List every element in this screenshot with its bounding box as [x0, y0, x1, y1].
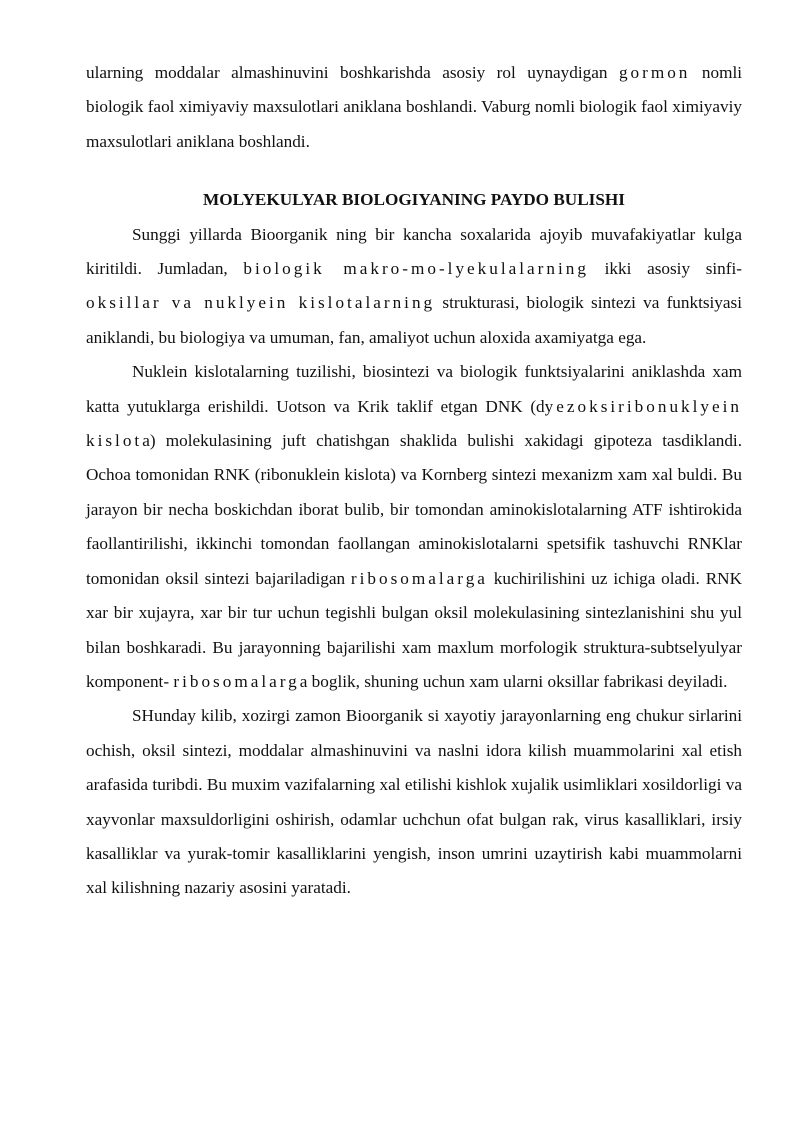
spaced-term: ribosomalarg [173, 671, 300, 691]
text-run: ularning moddalar almashinuvini boshkarishda asosiy rol uynaydigan [86, 63, 619, 82]
spaced-term: ribosomalarga [350, 568, 488, 588]
text-run: a) molekulasining juft chatishgan shaklida bulishi xakidagi gipoteza tasdiklandi. Ochoa tomonidan RNK (ribonuklein kislota) va Kornberg sintezi mexanizm xam xal buldi. Bu jarayon bir necha boskichdan iborat bulib, bir tomondan aminokislotalarning ATF ishtirokida faollantirilishi, ikkinchi tomondan faollangan aminokislotalarni spetsifik tashuvchi RNKlar tomonidan oksil sintezi bajariladigan [86, 431, 742, 588]
spaced-term: yezoksiribonuklyein kislot [86, 396, 742, 451]
text-run: nomli biologik faol ximiyaviy maxsulotlari aniklana boshlandi. Vaburg nomli biologik faol ximiyaviy maxsulotlari aniklana boshlandi. [86, 63, 743, 151]
text-run: ikki asosiy sinfi- [588, 259, 742, 279]
text-run: Sunggi yillarda Bioorganik ning bir kancha soxalarida ajoyib muvafakiyatlar kulga kiritildi. Jumladan, [86, 224, 742, 279]
spaced-term: gormon [618, 63, 691, 82]
paragraph-intro [86, 56, 742, 159]
section-heading: MOLYEKULYAR BIOLOGIYANING PAYDO BULISHI [202, 190, 625, 210]
paragraph-macromolecules [86, 218, 742, 356]
text-run: a boglik, shuning uchun xam ularni oksillar fabrikasi deyiladi. [299, 671, 728, 691]
paragraph-conclusion [86, 699, 742, 905]
paragraph-nucleic-acids [86, 355, 742, 699]
spaced-term: oksillar va nuklyein kislotalarning [86, 293, 436, 313]
text-run: strukturasi, biologik sintezi va funktsiyasi aniklandi, bu biologiya va umuman, fan, amaliyot uchun aloxida axamiyatga ega. [86, 293, 742, 347]
text-run: kuchirilishini uz ichiga oladi. RNK xar bir xujayra, xar bir tur uchun tegishli bulgan oksil molekulasining sintezlanishini shu yul bilan boshkaradi. Bu jarayonning bajarilishi xam maxlum morfologik struktura-subtselyulyar komponent- [86, 568, 742, 691]
spaced-term: biologik makro-mo-lyekulalarning [243, 259, 589, 279]
text-run: SHunday kilib, xozirgi zamon Bioorganik si xayotiy jarayonlarning eng chukur sirlarini ochish, oksil sintezi, moddalar almashinuvini va naslni idora kilish muammolarini xal etish arafasida turibdi. Bu muxim vazifalarning xal etilishi kishlok xujalik usimliklari xosildorligi va xayvonlar maxsuldorligini oshirish, odamlar uchchun ofat bulgan rak, virus kasalliklari, irsiy kasalliklar va yurak-tomir kasalliklarini yengish, inson umrini uzaytirish kabi muammolarni xal kilishning nazariy asosini yaratadi. [86, 706, 742, 898]
document-page [86, 56, 742, 906]
text-run: Nuklein kislotalarning tuzilishi, biosintezi va biologik funktsiyalarini aniklashda xam katta yutuklarga erishildi. Uotson va Krik taklif etgan DNK (d [86, 362, 742, 416]
